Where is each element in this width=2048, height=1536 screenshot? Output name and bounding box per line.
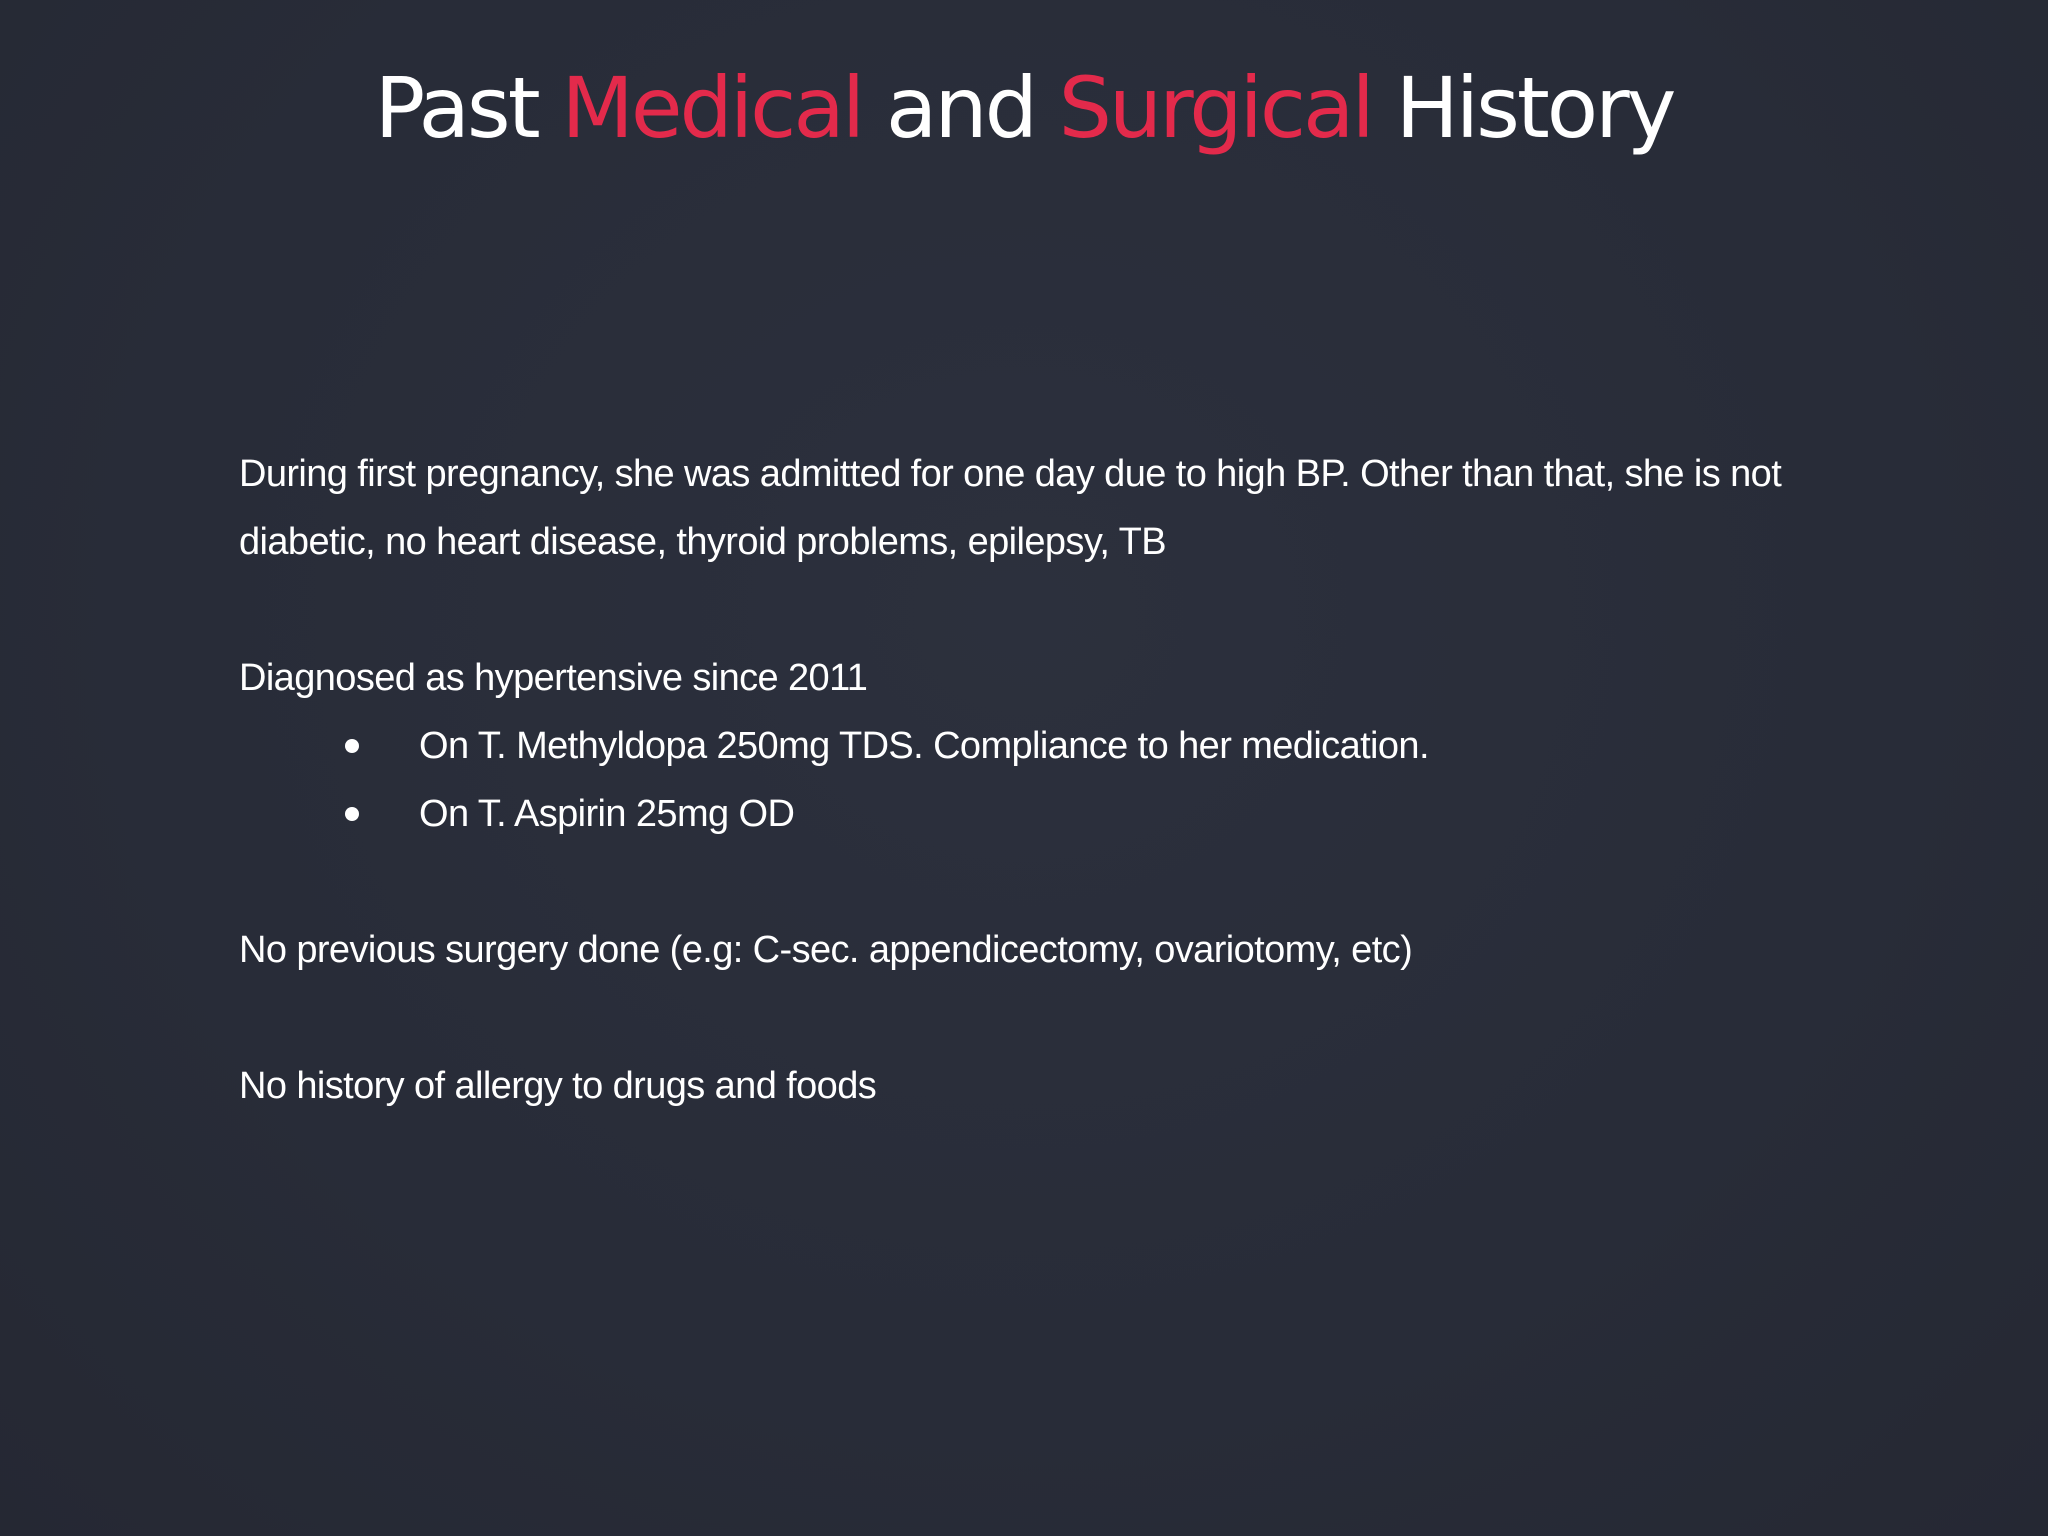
medication-text: On T. Methyldopa 250mg TDS. Compliance to her medication.: [419, 725, 1429, 767]
title-word-medical: Medical: [561, 59, 863, 157]
surgery-history-text: No previous surgery done (e.g: C-sec. appendicectomy, ovariotomy, etc): [239, 929, 1413, 971]
medication-list: [239, 712, 1899, 848]
slide-body: [239, 440, 1899, 1120]
bullet-icon: [345, 739, 359, 753]
hypertension-text: Diagnosed as hypertensive since 2011: [239, 657, 868, 699]
bullet-icon: [345, 807, 359, 821]
title-word-past: Past: [374, 59, 562, 157]
medication-item-aspirin: [239, 780, 1899, 848]
title-word-surgical: Surgical: [1058, 59, 1372, 157]
pregnancy-history-text: During first pregnancy, she was admitted for one day due to high BP. Other than that, she is not diabetic, no heart disease, thyroid problems, epilepsy, TB: [239, 453, 1782, 563]
spacer: [239, 984, 1899, 1052]
slide-title: [0, 52, 2048, 164]
medication-item-methyldopa: [239, 712, 1899, 780]
spacer: [239, 576, 1899, 644]
title-word-and: and: [862, 59, 1059, 157]
medication-text: On T. Aspirin 25mg OD: [419, 793, 795, 835]
allergy-history-text: No history of allergy to drugs and foods: [239, 1065, 877, 1107]
title-word-history: History: [1371, 59, 1674, 157]
spacer: [239, 848, 1899, 916]
